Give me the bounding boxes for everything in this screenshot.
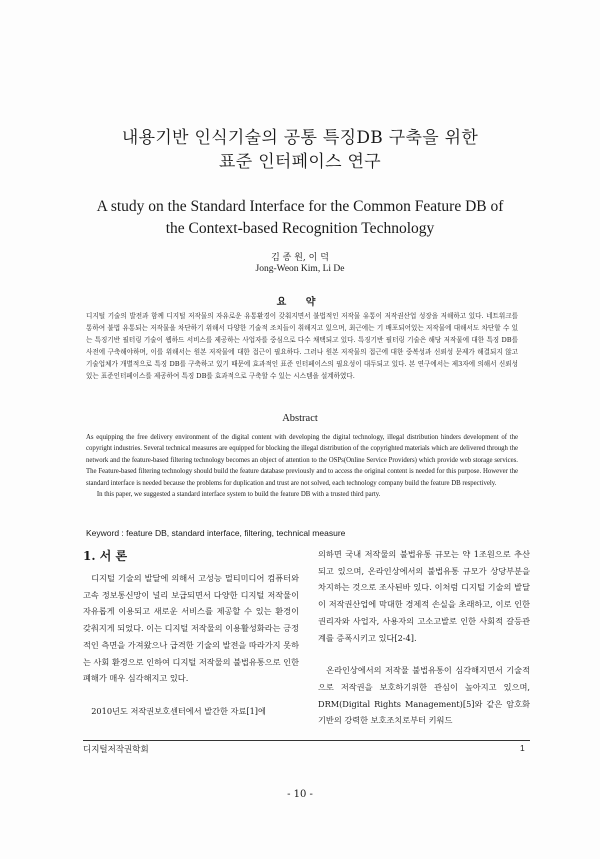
english-abstract-heading: Abstract <box>282 413 318 424</box>
footer-divider <box>83 740 530 741</box>
english-title <box>0 196 600 240</box>
left-paragraph-1: 디지털 기술의 발달에 의해서 고성능 멀티미디어 컴퓨터와 고속 정보통신망이 널리 보급되면서 다양한 디지털 저작물이 자유롭게 이용되고 새로운 서비스를 제공할 수 있는 환경이 갖춰지게 되었다. 이는 디지털 저작물의 이용활성화라는 긍정적인 측면을 가져왔으나 급격한 기술의 발전을 따라가지 못하는 사회 환경으로 인하여 디지털 저작물의 불법유통으로 인한 폐해가 매우 심각해지고 있다. <box>83 573 299 684</box>
right-column <box>318 546 530 729</box>
english-title-line-1: A study on the Standard Interface for the Common Feature DB of <box>96 198 504 215</box>
keyword-line: Keyword : feature DB, standard interface, filtering, technical measure <box>86 528 346 538</box>
right-paragraph-1: 의하면 국내 저작물의 불법유통 규모는 약 1조원으로 추산되고 있으며, 온라인상에서의 불법유통 규모가 상당부분을 차지하는 것으로 조사된바 있다. 이처럼 디지털 기술의 발달이 저작권산업에 막대한 경제적 손실을 초래하고, 이로 인한 권리자와 사업자, 사용자의 고소고발로 인한 사회적 갈등관계를 증폭시키고 있다[2-4]. <box>318 549 530 643</box>
korean-title-line-2: 표준 인터페이스 연구 <box>219 152 381 172</box>
korean-abstract-body: 디지털 기술의 발전과 함께 디지털 저작물의 자유로운 유통환경이 갖춰지면서 불법적인 저작물 유통이 저작권산업 성장을 저해하고 있다. 네트워크를 통하여 불법 유통되는 저작물을 차단하기 위해서 다양한 기술적 조치들이 취해지고 있으며, 최근에는 기 배포되어있는 저작물에 대해서도 차단할 수 있는 특징기반 필터링 기술이 웹하드 서비스를 제공하는 사업자를 중심으로 다수 채택되고 있다. 특징기반 필터링 기술은 해당 저작물에 대한 특징 DB를 사전에 구축해야하며, 이를 위해서는 원본 저작물에 대한 접근이 필요하다. 그러나 원본 저작물의 접근에 대한 중복성과 신뢰성 문제가 해결되지 않고 기술업체가 개별적으로 특징 DB를 구축하고 있기 때문에 효과적인 표준 인터페이스의 필요성이 대두되고 있다. 본 연구에서는 제3자에 의해서 신뢰성 있는 표준인터페이스를 제공하여 특징 DB를 효과적으로 구축할 수 있는 시스템을 설계하였다. <box>86 312 518 380</box>
korean-title <box>0 126 600 174</box>
footer-journal-name: 디지털저작권학회 <box>83 744 149 754</box>
korean-abstract-heading: 요 약 <box>276 297 324 308</box>
korean-title-line-1: 내용기반 인식기술의 공통 특징DB 구축을 위한 <box>121 128 479 148</box>
right-paragraph-2: 온라인상에서의 저작물 불법유통이 심각해지면서 기술적으로 저작권을 보호하기위한 관심이 높아지고 있으며, DRM(Digital Rights Management)[5]와 같은 암호화기반의 강력한 보호조치로부터 키워드 <box>318 665 530 726</box>
left-column <box>83 546 299 720</box>
authors-korean: 김 종 원, 이 덕 <box>271 253 329 263</box>
left-paragraph-2: 2010년도 저작권보호센터에서 발간한 자료[1]에 <box>91 705 266 716</box>
english-title-line-2: the Context-based Recognition Technology <box>165 220 435 237</box>
section-heading-introduction: 1. 서 론 <box>83 549 128 563</box>
english-abstract-paragraph-1: As equipping the free delivery environment of the digital content with developing the digital technology, illegal distribution hinders development of the copyright industries. Several technical measures are equipped for blocking the illegal distribution of the copyrighted materials which are delivered through the network and the feature-based filtering technology becomes an object of attention to the OSPs(Online Service Providers) which provide web storage services. The Feature-based filtering technology should build the feature database previously and to access the original content is needed for this purpose. However the standard interface is needed because the problems for duplication and trust are not solved, each technology company build the feature DB respectively. <box>86 434 518 487</box>
english-abstract-paragraph-2: In this paper, we suggested a standard interface system to build the feature DB with a trusted third party. <box>96 491 381 499</box>
english-abstract-body <box>86 432 518 500</box>
footer-page-number: 1 <box>520 743 525 753</box>
page-number: - 10 - <box>287 789 313 800</box>
authors-english: Jong-Weon Kim, Li De <box>255 264 345 274</box>
